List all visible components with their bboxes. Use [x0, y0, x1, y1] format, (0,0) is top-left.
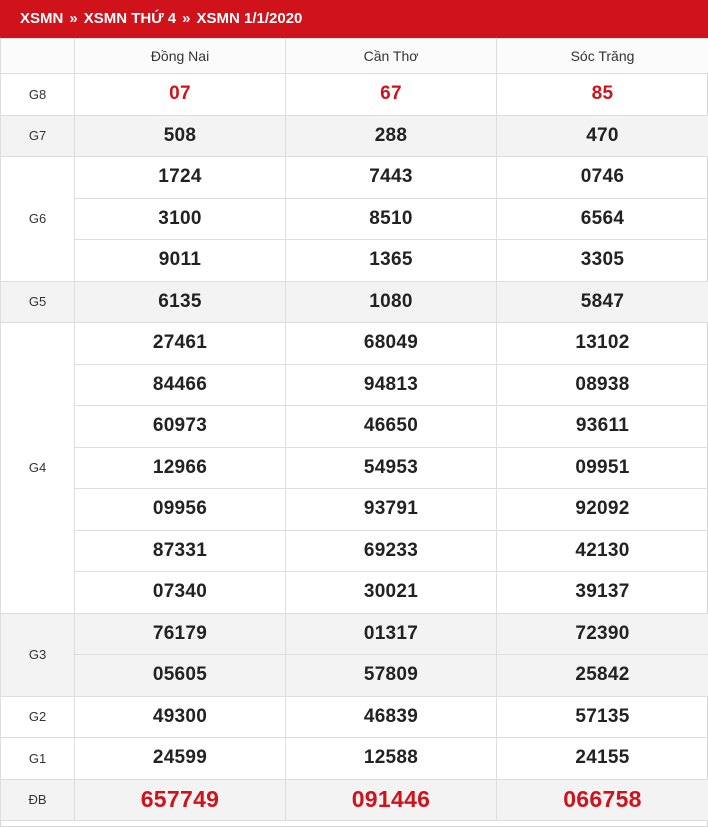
prize-row: [1, 530, 708, 572]
prize-number: 1080: [286, 281, 497, 323]
prize-number: 94813: [286, 364, 497, 406]
prize-row: [1, 406, 708, 448]
prize-number: 87331: [75, 530, 286, 572]
breadcrumb: [0, 0, 708, 38]
prize-label: G4: [1, 323, 75, 614]
prize-label: G8: [1, 74, 75, 116]
prize-number: 07: [75, 74, 286, 116]
prize-number: 46650: [286, 406, 497, 448]
prize-number: 6564: [497, 198, 708, 240]
prize-label: ĐB: [1, 779, 75, 821]
breadcrumb-link-xsmn-date[interactable]: XSMN 1/1/2020: [196, 10, 303, 27]
prize-number: 01317: [286, 613, 497, 655]
breadcrumb-separator: »: [69, 10, 78, 27]
prize-number: 57809: [286, 655, 497, 697]
lottery-results-table: [0, 38, 708, 821]
prize-number: 85: [497, 74, 708, 116]
prize-number: 93611: [497, 406, 708, 448]
prize-number: 93791: [286, 489, 497, 531]
breadcrumb-link-xsmn-thu-4[interactable]: XSMN THỨ 4: [83, 10, 177, 27]
prize-number: 60973: [75, 406, 286, 448]
prize-number: 39137: [497, 572, 708, 614]
prize-row: [1, 281, 708, 323]
prize-number: 84466: [75, 364, 286, 406]
prize-row: [1, 572, 708, 614]
breadcrumb-link-xsmn[interactable]: XSMN: [20, 10, 64, 27]
prize-number: 5847: [497, 281, 708, 323]
prize-number: 12966: [75, 447, 286, 489]
prize-number: 091446: [286, 779, 497, 821]
prize-row: [1, 489, 708, 531]
prize-number: 24599: [75, 738, 286, 780]
prize-number: 25842: [497, 655, 708, 697]
prize-number: 08938: [497, 364, 708, 406]
prize-number: 07340: [75, 572, 286, 614]
province-header: Sóc Trăng: [497, 39, 708, 74]
prize-number: 42130: [497, 530, 708, 572]
prize-label: G6: [1, 157, 75, 282]
prize-number: 72390: [497, 613, 708, 655]
prize-row: [1, 240, 708, 282]
table-header-row: [1, 39, 708, 74]
province-header: Cần Thơ: [286, 39, 497, 74]
prize-row: [1, 198, 708, 240]
prize-number: 12588: [286, 738, 497, 780]
prize-number: 9011: [75, 240, 286, 282]
prize-row: [1, 696, 708, 738]
prize-number: 13102: [497, 323, 708, 365]
prize-number: 3100: [75, 198, 286, 240]
prize-number: 657749: [75, 779, 286, 821]
prize-label: G2: [1, 696, 75, 738]
prize-number: 0746: [497, 157, 708, 199]
prize-number: 1365: [286, 240, 497, 282]
prize-row: [1, 74, 708, 116]
prize-row: [1, 157, 708, 199]
province-header: Đồng Nai: [75, 39, 286, 74]
prize-number: 76179: [75, 613, 286, 655]
prize-label: G7: [1, 115, 75, 157]
prize-number: 27461: [75, 323, 286, 365]
prize-number: 49300: [75, 696, 286, 738]
prize-number: 30021: [286, 572, 497, 614]
prize-number: 3305: [497, 240, 708, 282]
prize-number: 09956: [75, 489, 286, 531]
prize-number: 8510: [286, 198, 497, 240]
prize-number: 508: [75, 115, 286, 157]
prize-number: 1724: [75, 157, 286, 199]
prize-row: [1, 613, 708, 655]
prize-row: [1, 779, 708, 821]
prize-row: [1, 364, 708, 406]
results-body: [1, 74, 708, 821]
prize-label: G1: [1, 738, 75, 780]
prize-number: 54953: [286, 447, 497, 489]
prize-number: 24155: [497, 738, 708, 780]
prize-row: [1, 115, 708, 157]
prize-number: 67: [286, 74, 497, 116]
prize-row: [1, 323, 708, 365]
prize-row: [1, 655, 708, 697]
prize-number: 92092: [497, 489, 708, 531]
prize-label: G3: [1, 613, 75, 696]
prize-number: 68049: [286, 323, 497, 365]
prize-number: 09951: [497, 447, 708, 489]
prize-number: 7443: [286, 157, 497, 199]
prize-number: 066758: [497, 779, 708, 821]
prize-number: 470: [497, 115, 708, 157]
prize-number: 6135: [75, 281, 286, 323]
prize-number: 57135: [497, 696, 708, 738]
prize-number: 288: [286, 115, 497, 157]
prize-row: [1, 738, 708, 780]
header-prize-column: [1, 39, 75, 74]
prize-number: 69233: [286, 530, 497, 572]
prize-number: 05605: [75, 655, 286, 697]
breadcrumb-separator: »: [182, 10, 191, 27]
prize-number: 46839: [286, 696, 497, 738]
prize-row: [1, 447, 708, 489]
prize-label: G5: [1, 281, 75, 323]
